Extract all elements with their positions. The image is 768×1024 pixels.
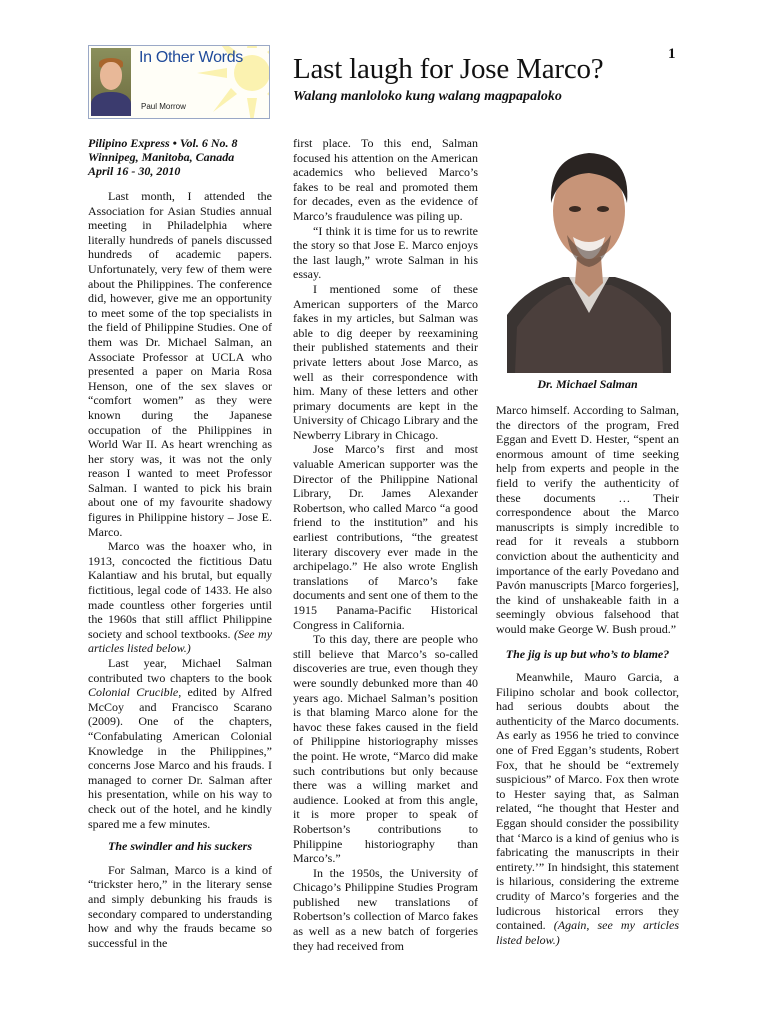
headline: Last laugh for Jose Marco? bbox=[293, 53, 604, 85]
column-name: In Other Words bbox=[139, 49, 243, 66]
photo-caption: Dr. Michael Salman bbox=[537, 377, 638, 391]
subheadline: Walang manloloko kung walang magpapaloko bbox=[293, 89, 562, 104]
paragraph: “I think it is time for us to rewrite the story so that Jose E. Marco enjoys the last laugh,” wrote Salman in his essay. bbox=[293, 223, 478, 282]
section-heading: The swindler and his suckers bbox=[107, 839, 253, 854]
paragraph: I mentioned some of these American supporters of the Marco fakes in my articles, but Salman was able to dig deeper by reexamining their published statements and their private letters about Jose Marco, as well as their correspondence with him. Many of these letters and other primary documents are kept in the University of Chicago Library and the Newberry Library in Chicago. bbox=[293, 281, 478, 442]
article-column-2 bbox=[293, 136, 478, 953]
paragraph: Jose Marco’s first and most valuable American supporter was the Director of the Philippine National Library, Dr. James Alexander Robertson, who called Marco “a good friend to the institution” and his earliest contributions, “the greatest literary discovery ever made in the archipelago.” He also wrote English translations of Marco’s fake documents and sent one of them to the 1915 Panama-Pacific Historical Congress in California. bbox=[293, 442, 478, 632]
dateline: Pilipino Express • Vol. 6 No. 8 Winnipeg, Manitoba, Canada April 16 - 30, 2010 bbox=[88, 136, 238, 178]
article-column-1 bbox=[88, 136, 272, 950]
paragraph: first place. To this end, Salman focused his attention on the American academics who believed Marco’s fakes to be real and promoted them for decades, even as the evidence of Marco’s fraudulence was piling up. bbox=[293, 136, 478, 223]
page-number: 1 bbox=[668, 46, 676, 62]
paragraph: Last year, Michael Salman contributed two chapters to the book Colonial Crucible, edited by Alfred McCoy and Francisco Scarano (2009). One of the chapters, “Confabulating American Colonial Knowledge in the Philippines,” concerns Jose Marco and his frauds. I managed to corner Dr. Salman after his presentation, while on his way to check out of the hotel, and he kindly spared me a few minutes. bbox=[88, 656, 273, 831]
paragraph: For Salman, Marco is a kind of “trickster hero,” in the literary sense and simply debunking his frauds is secondary compared to understanding how and why the frauds became so successful in the bbox=[88, 862, 272, 950]
section-heading: The jig is up but who’s to blame? bbox=[505, 646, 670, 661]
paragraph: Meanwhile, Mauro Garcia, a Filipino scholar and book collector, had serious doubts about the authenticity of the Marco documents. As early as 1956 he tried to convince one of Fred Eggan’s students, Robert Fox, that he should be “extremely suspicious” of Marco. Fox then wrote to Hester saying that, as Salman related, “he thought that Hester and Eggan should consider the possibility that ‘Marco is a kind of genius who is fabricating the manuscripts in their entirety.’” In hindsight, this statement is hilarious, considering the extreme crudity of Marco’s forgeries and the ludicrous historical errors they contained. (Again, see my articles listed below.) bbox=[496, 670, 679, 947]
column-masthead bbox=[88, 45, 270, 119]
paragraph: To this day, there are people who still believe that Marco’s so-called discoveries are true, even though they were soundly debunked more than 40 years ago. Michael Salman’s position is that blaming Marco alone for the havoc these fakes caused in the field of Philippine historiography misses the point. He wrote, “Marco did make such contributions but only because there was a willing market and audience. Looked at from this angle, it is more proper to speak of Robertson’s contributions to Philippine historiography than Marco’s.” bbox=[293, 632, 478, 866]
salman-portrait bbox=[507, 137, 671, 373]
columnist-name: Paul Morrow bbox=[141, 102, 186, 111]
paragraph: Last month, I attended the Association for Asian Studies annual meeting in Philadelphia where literally hundreds of panels discussed hundreds of academic papers. Unfortunately, very few of them were about the Philippines. The conference did, however, give me an opportunity to meet some of the top specialists in the field of Philippine Studies. One of them was Dr. Michael Salman, an Associate Professor at UCLA who presented a paper on Maria Rosa Henson, one of the sex slaves or “comfort women” as they were known during the Japanese occupation of the Philippines in World War II. As heart wrenching as her story was, it was not the only reason I wanted to meet Professor Salman. I wanted to pick his brain about one of my favourite shadowy figures in Philippine history – Jose E. Marco. bbox=[88, 189, 272, 539]
columnist-photo bbox=[91, 48, 131, 116]
paragraph: Marco himself. According to Salman, the directors of the program, Fred Eggan and Evett D. Hester, “spent an enormous amount of time seeking help from experts and people in the field to verify the authenticity of these documents … Their correspondence about the Marco manuscripts is simply incredible to read for it reveals a stubborn conviction about the authenticity and importance of the early Povedano and Pavón manuscripts [Marco forgeries], the kind of unshakeable faith in a seemingly obvious falsehood that would make George W. Bush proud.” bbox=[496, 403, 679, 636]
article-column-3 bbox=[496, 403, 679, 947]
paragraph: Marco was the hoaxer who, in 1913, concocted the fictitious Datu Kalantiaw and his brutal, but equally fictitious, legal code of 1433. He also made countless other forgeries until the 1960s that still afflict Philippine society and school textbooks. (See my articles listed below.) bbox=[88, 539, 273, 656]
paragraph: In the 1950s, the University of Chicago’s Philippine Studies Program published new translations of Robertson’s collection of Marco fakes as well as a new batch of forgeries they had received from bbox=[293, 865, 478, 953]
